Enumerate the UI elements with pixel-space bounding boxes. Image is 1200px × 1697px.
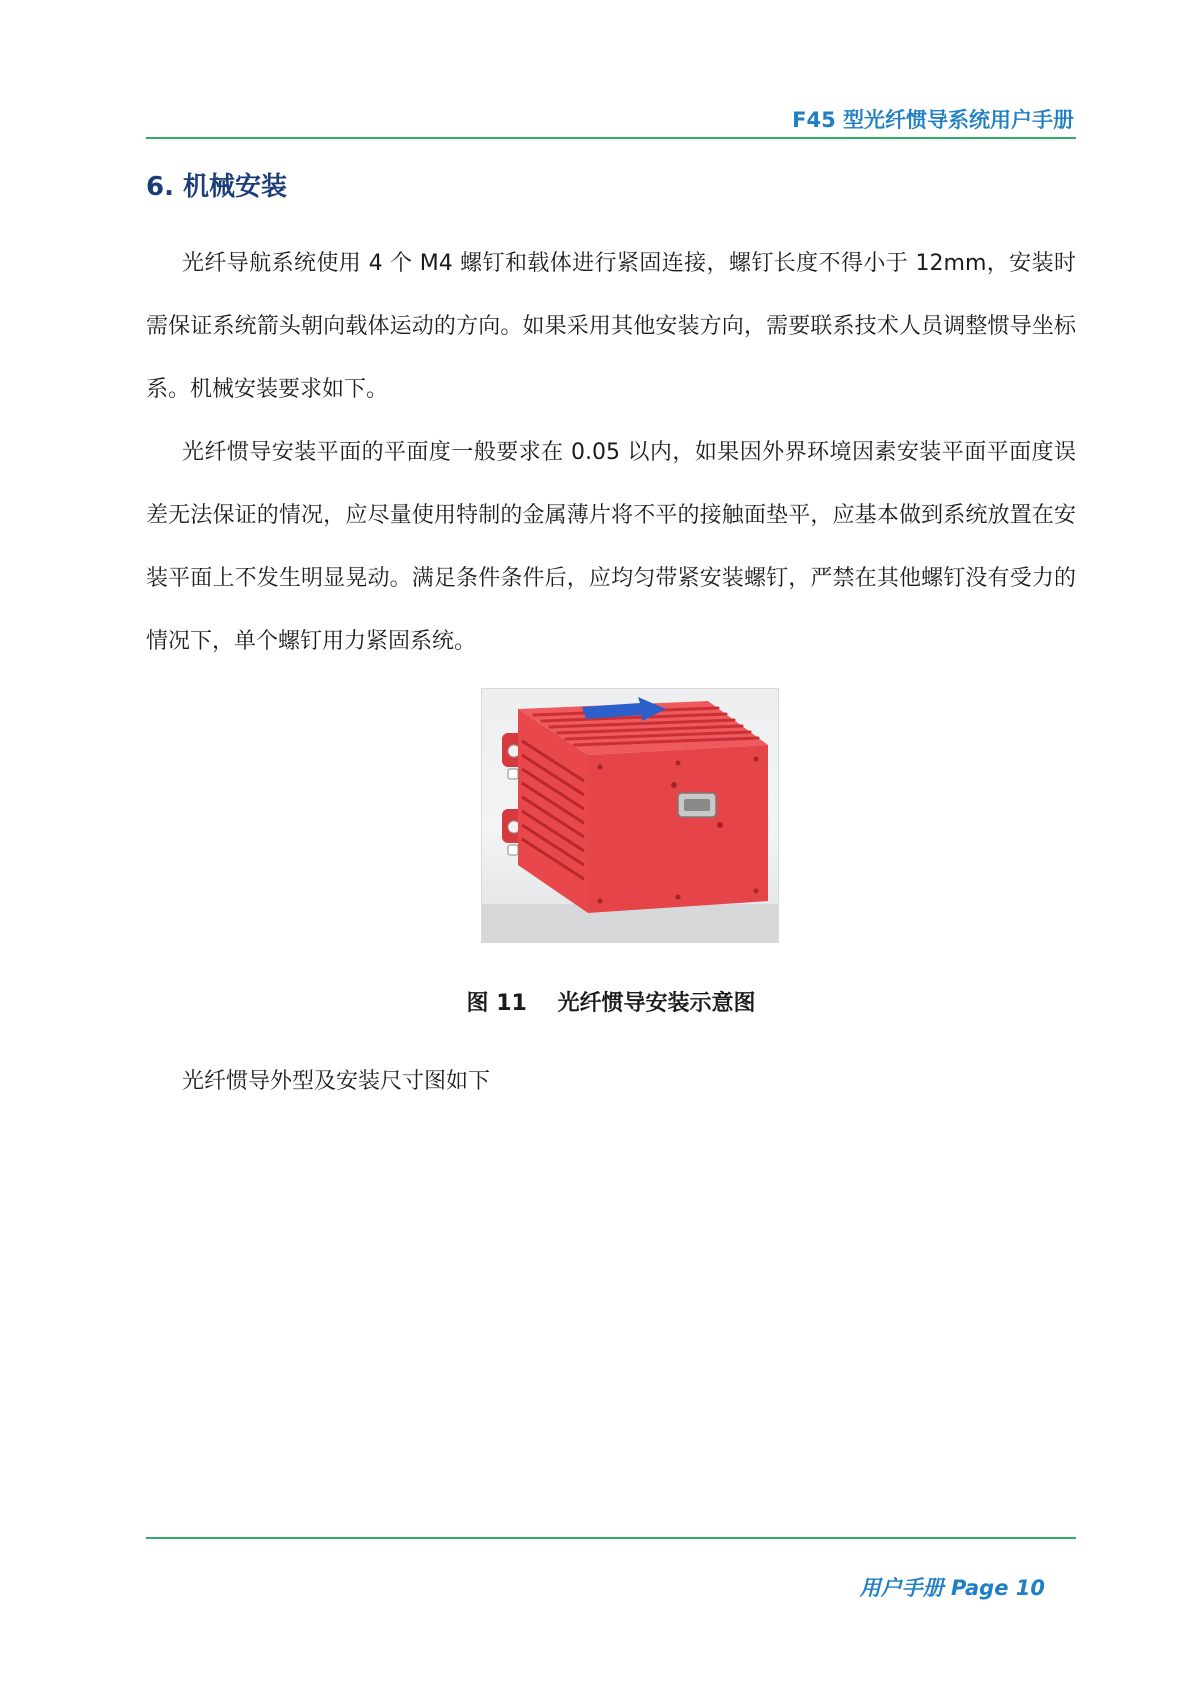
header-title: F45 型光纤惯导系统用户手册 — [792, 108, 1074, 132]
header-divider — [146, 137, 1076, 139]
paragraph-dimension-intro: 光纤惯导外型及安装尺寸图如下 — [182, 1069, 491, 1094]
figure-ins-mounting-image — [481, 688, 779, 943]
paragraph-mounting-screws: 光纤导航系统使用 4 个 M4 螺钉和载体进行紧固连接，螺钉长度不得小于 12mm，安装时需保证系统箭头朝向载体运动的方向。如果采用其他安装方向，需要联系技术人员调整惯导坐标系。机械安装要求如下。 — [146, 251, 1076, 402]
paragraph-flatness: 光纤惯导安装平面的平面度一般要求在 0.05 以内，如果因外界环境因素安装平面平面度误差无法保证的情况，应尽量使用特制的金属薄片将不平的接触面垫平，应基本做到系统放置在安装平面上不发生明显晃动。满足条件条件后，应均匀带紧安装螺钉，严禁在其他螺钉没有受力的情况下，单个螺钉用力紧固系统。 — [146, 440, 1076, 654]
ins-unit-illustration — [482, 689, 778, 942]
section-heading: 6. 机械安装 — [146, 172, 288, 202]
footer-divider — [146, 1537, 1076, 1539]
figure-caption: 图 11 光纤惯导安装示意图 — [466, 991, 756, 1016]
footer-page-label: 用户手册 Page 10 — [859, 1576, 1045, 1600]
